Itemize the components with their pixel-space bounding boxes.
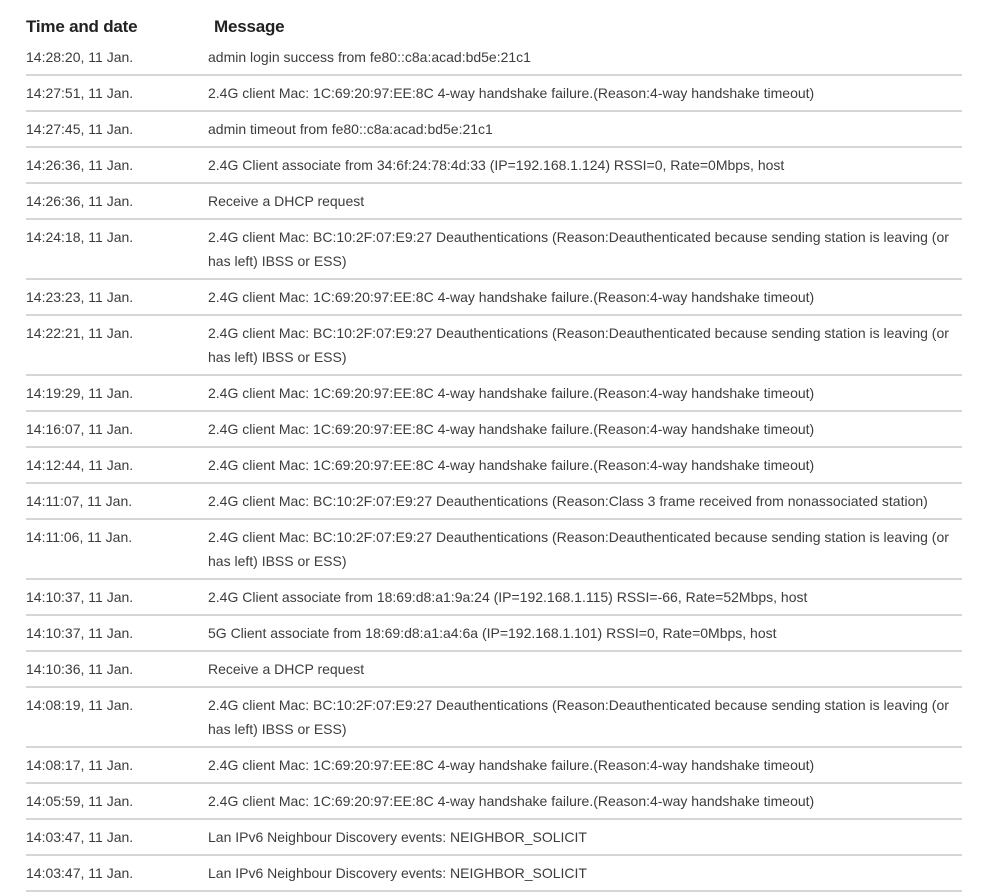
log-time-cell: 14:12:44, 11 Jan. [26,457,134,473]
log-message-cell: admin login success from fe80::c8a:acad:bd5e:21c1 [208,49,531,65]
log-time-cell: 14:11:07, 11 Jan. [26,493,133,509]
event-log-table [26,10,962,892]
table-row [26,784,962,820]
table-row [26,316,962,376]
table-row [26,112,962,148]
log-time-cell: 14:28:20, 11 Jan. [26,49,134,65]
log-time-cell: 14:08:17, 11 Jan. [26,757,134,773]
log-time-cell: 14:10:37, 11 Jan. [26,625,134,641]
log-time-cell: 14:26:36, 11 Jan. [26,193,134,209]
log-message-cell: Lan IPv6 Neighbour Discovery events: NEIGHBOR_SOLICIT [208,829,587,845]
table-row [26,616,962,652]
log-message-cell: 2.4G client Mac: BC:10:2F:07:E9:27 Deauthentications (Reason:Deauthenticated because sending station is leaving (or has left) IBSS or ESS) [208,529,949,569]
log-message-cell: 2.4G client Mac: 1C:69:20:97:EE:8C 4-way handshake failure.(Reason:4-way handshake timeout) [208,421,815,437]
log-message-cell: admin timeout from fe80::c8a:acad:bd5e:21c1 [208,121,493,137]
table-body [26,43,962,892]
table-row [26,820,962,856]
log-time-cell: 14:03:47, 11 Jan. [26,865,134,881]
log-message-cell: Receive a DHCP request [208,661,365,677]
table-row [26,448,962,484]
log-message-cell: 2.4G client Mac: 1C:69:20:97:EE:8C 4-way handshake failure.(Reason:4-way handshake timeout) [208,385,815,401]
log-time-cell: 14:16:07, 11 Jan. [26,421,134,437]
table-row [26,484,962,520]
log-message-cell: 2.4G Client associate from 34:6f:24:78:4d:33 (IP=192.168.1.124) RSSI=0, Rate=0Mbps, host [208,157,785,173]
log-time-cell: 14:24:18, 11 Jan. [26,229,134,245]
table-row [26,412,962,448]
table-header [26,10,962,43]
log-message-cell: Lan IPv6 Neighbour Discovery events: NEIGHBOR_SOLICIT [208,865,587,881]
log-time-cell: 14:27:51, 11 Jan. [26,85,134,101]
log-time-cell: 14:05:59, 11 Jan. [26,793,134,809]
table-row [26,148,962,184]
log-time-cell: 14:23:23, 11 Jan. [26,289,134,305]
table-row [26,688,962,748]
log-time-cell: 14:22:21, 11 Jan. [26,325,134,341]
table-row [26,280,962,316]
table-row [26,184,962,220]
log-message-cell: 2.4G client Mac: 1C:69:20:97:EE:8C 4-way handshake failure.(Reason:4-way handshake timeout) [208,457,815,473]
log-message-cell: 2.4G client Mac: 1C:69:20:97:EE:8C 4-way handshake failure.(Reason:4-way handshake timeout) [208,289,815,305]
log-time-cell: 14:27:45, 11 Jan. [26,121,134,137]
log-time-cell: 14:11:06, 11 Jan. [26,529,133,545]
log-time-cell: 14:08:19, 11 Jan. [26,697,134,713]
log-message-cell: 2.4G client Mac: BC:10:2F:07:E9:27 Deauthentications (Reason:Deauthenticated because sending station is leaving (or has left) IBSS or ESS) [208,697,949,737]
table-row [26,76,962,112]
log-time-cell: 14:10:36, 11 Jan. [26,661,134,677]
log-message-cell: 2.4G client Mac: 1C:69:20:97:EE:8C 4-way handshake failure.(Reason:4-way handshake timeout) [208,793,815,809]
table-row [26,856,962,892]
log-time-cell: 14:10:37, 11 Jan. [26,589,134,605]
log-message-cell: 2.4G client Mac: 1C:69:20:97:EE:8C 4-way handshake failure.(Reason:4-way handshake timeout) [208,757,815,773]
log-message-cell: 5G Client associate from 18:69:d8:a1:a4:6a (IP=192.168.1.101) RSSI=0, Rate=0Mbps, host [208,625,777,641]
log-time-cell: 14:26:36, 11 Jan. [26,157,134,173]
table-row [26,376,962,412]
log-message-cell: 2.4G client Mac: 1C:69:20:97:EE:8C 4-way handshake failure.(Reason:4-way handshake timeout) [208,85,815,101]
log-message-cell: 2.4G Client associate from 18:69:d8:a1:9a:24 (IP=192.168.1.115) RSSI=-66, Rate=52Mbps, host [208,589,808,605]
table-row [26,748,962,784]
column-header-message: Message [214,16,285,36]
column-header-time: Time and date [26,16,138,36]
table-row [26,220,962,280]
log-message-cell: Receive a DHCP request [208,193,365,209]
log-message-cell: 2.4G client Mac: BC:10:2F:07:E9:27 Deauthentications (Reason:Class 3 frame received from nonassociated station) [208,493,928,509]
log-message-cell: 2.4G client Mac: BC:10:2F:07:E9:27 Deauthentications (Reason:Deauthenticated because sending station is leaving (or has left) IBSS or ESS) [208,325,949,365]
log-message-cell: 2.4G client Mac: BC:10:2F:07:E9:27 Deauthentications (Reason:Deauthenticated because sending station is leaving (or has left) IBSS or ESS) [208,229,949,269]
log-time-cell: 14:03:47, 11 Jan. [26,829,134,845]
table-row [26,520,962,580]
table-row [26,652,962,688]
table-row [26,43,962,76]
log-time-cell: 14:19:29, 11 Jan. [26,385,134,401]
table-row [26,580,962,616]
